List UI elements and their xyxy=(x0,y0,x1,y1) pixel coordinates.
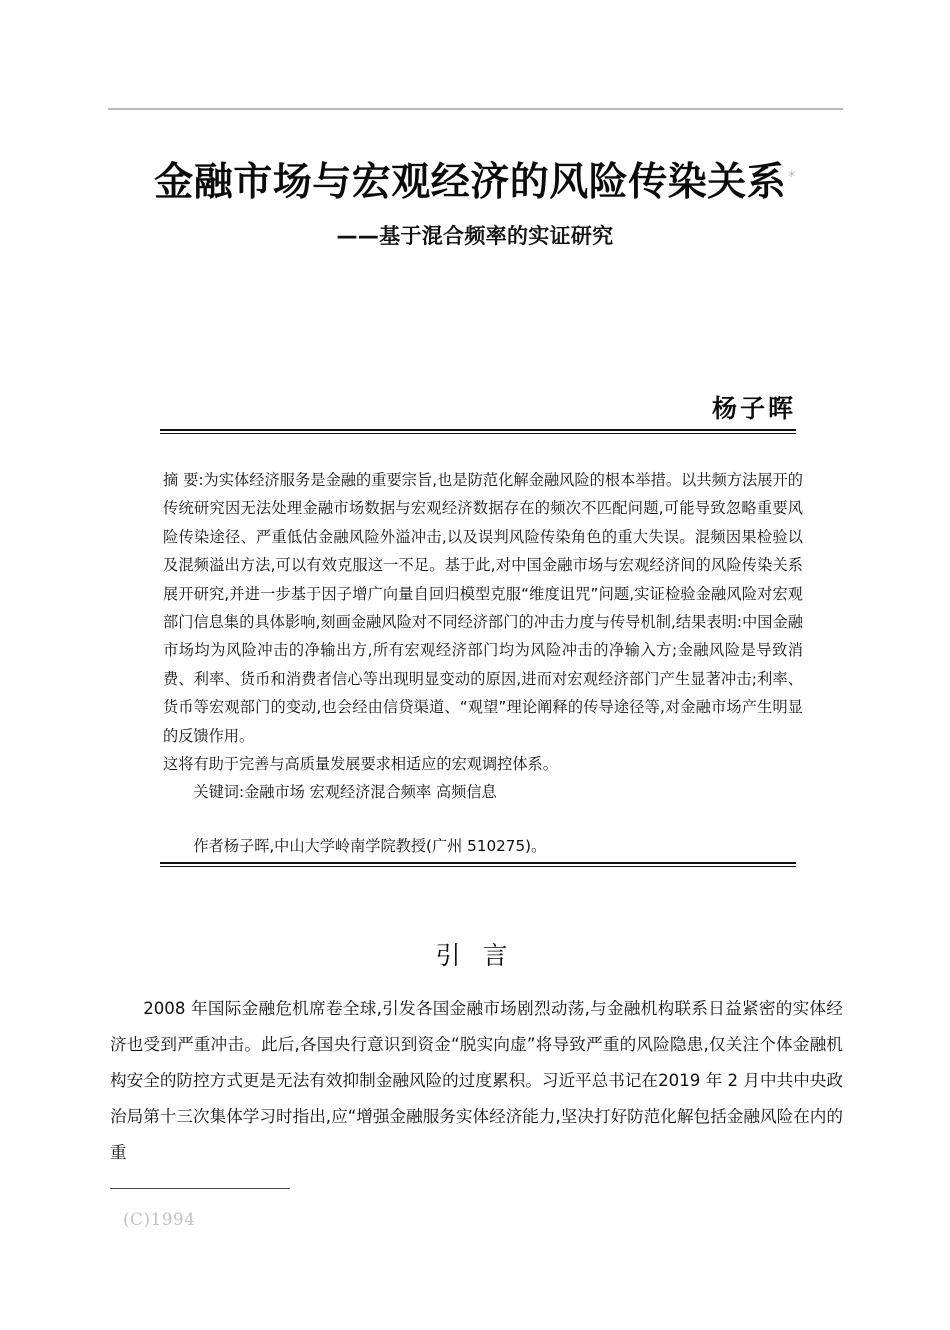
abstract-body: 摘 要:为实体经济服务是金融的重要宗旨,也是防范化解金融风险的根本举措。以共频方法展开的传统研究因无法处理金融市场数据与宏观经济数据存在的频次不匹配问题,可能导致忽略重要风险传染途径、严重低估金融风险外溢冲击,以及误判风险传染角色的重大失误。混频因果检验以及混频溢出方法,可以有效克服这一不足。基于此,对中国金融市场与宏观经济间的风险传染关系展开研究,并进一步基于因子增广向量自回归模型克服“维度诅咒”问题,实证检验金融风险对宏观部门信息集的具体影响,刻画金融风险对不同经济部门的冲击力度与传导机制,结果表明:中国金融市场均为风险冲击的净输出方,所有宏观经济部门均为风险冲击的净输入方;金融风险是导致消费、利率、货币和消费者信心等出现明显变动的原因,进而对宏观经济部门产生显著冲击;利率、货币等宏观部门的变动,也会经由信贷渠道、“观望”理论阐释的传导途径等,对金融市场产生明显的反馈作用。 xyxy=(163,471,803,745)
abstract-section xyxy=(163,466,803,807)
footer-separator-rule xyxy=(110,1188,290,1189)
page-subtitle: ——基于混合频率的实证研究 xyxy=(336,224,614,249)
author-affiliation-note: 作者杨子晖,中山大学岭南学院教授(广州 510275)。 xyxy=(193,837,547,855)
author-divider-rule xyxy=(160,429,796,434)
title-block xyxy=(0,160,950,250)
title-footnote-mark: * xyxy=(788,169,796,185)
page-title xyxy=(114,160,836,206)
page-title-text: 金融市场与宏观经济的风险传染关系 xyxy=(154,160,787,205)
section-heading-introduction: 引 言 xyxy=(435,941,515,970)
header-rule xyxy=(108,108,843,110)
introduction-body xyxy=(110,991,843,1171)
copyright-notice: (C)1994 xyxy=(123,1210,196,1230)
introduction-paragraph: 2008 年国际金融危机席卷全球,引发各国金融市场剧烈动荡,与金融机构联系日益紧密的实体经济也受到严重冲击。此后,各国央行意识到资金“脱实向虚”将导致严重的风险隐患,仅关注个体金融机构安全的防控方式更是无法有效抑制金融风险的过度累积。习近平总书记在2019 年 2 月中共中央政治局第十三次集体学习时指出,应“增强金融服务实体经济能力,坚决打好防范化解包括金融风险在内的重 xyxy=(110,999,843,1162)
abstract-keywords: 关键词:金融市场 宏观经济混合频率 高频信息 xyxy=(193,783,497,802)
footnote-divider-rule xyxy=(160,862,796,867)
abstract-closing: 这将有助于完善与高质量发展要求相适应的宏观调控体系。 xyxy=(163,755,558,774)
author-name: 杨子晖 xyxy=(711,394,796,423)
